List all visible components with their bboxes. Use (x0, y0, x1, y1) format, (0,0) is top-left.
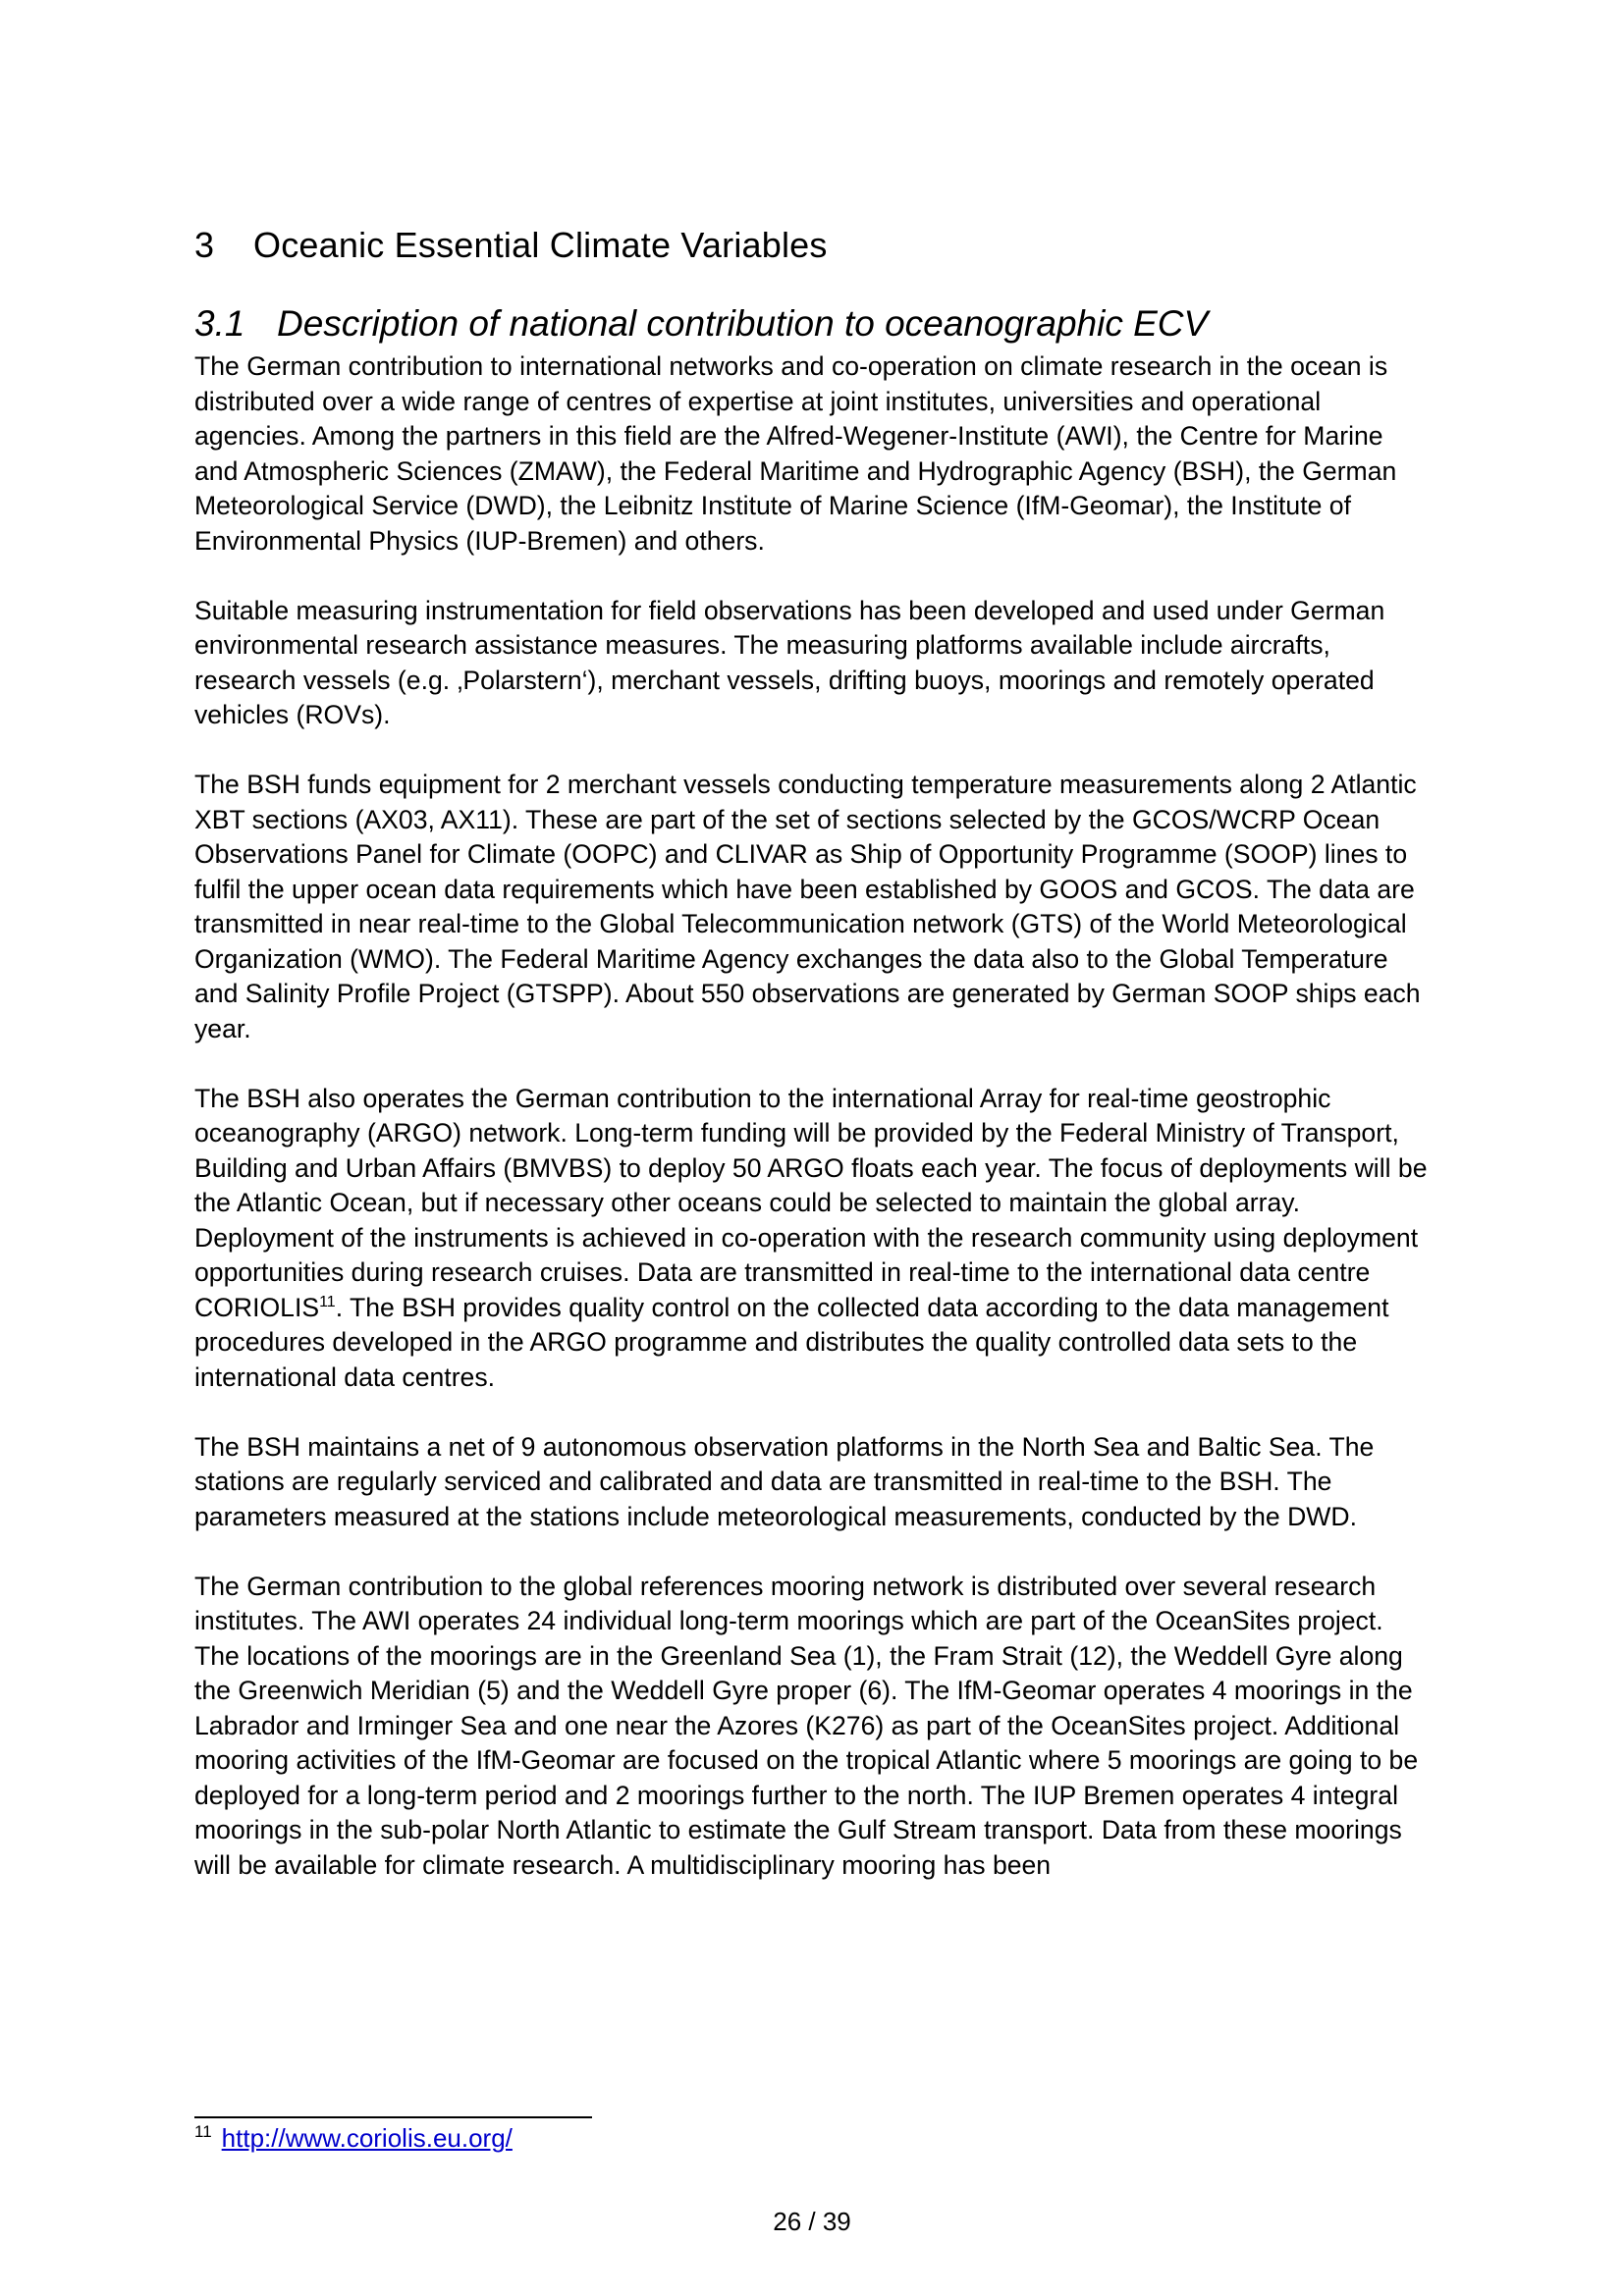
argo-text-part-2: . The BSH provides quality control on the collected data according to the data management procedures developed in the ARGO programme and distributes the quality controlled data sets to the international data centres. (194, 1292, 1389, 1392)
paragraph-soop: The BSH funds equipment for 2 merchant vessels conducting temperature measurements along 2 Atlantic XBT sections (AX03, AX11). These are part of the set of sections selected by the GCOS/WCRP Ocean Observations Panel for Climate (OOPC) and CLIVAR as Ship of Opportunity Programme (SOOP) lines to fulfil the upper ocean data requirements which have been established by GOOS and GCOS. The data are transmitted in near real-time to the Global Telecommunication network (GTS) of the World Meteorological Organization (WMO). The Federal Maritime Agency exchanges the data also to the Global Temperature and Salinity Profile Project (GTSPP). About 550 observations are generated by German SOOP ships each year. (194, 770, 1421, 1043)
section-heading (194, 302, 1434, 346)
paragraph-argo (194, 1082, 1434, 1396)
paragraph-partners: The German contribution to international networks and co-operation on climate research in the ocean is distributed over a wide range of centres of expertise at joint institutes, universities and operational agencies. Among the partners in this field are the Alfred-Wegener-Institute (AWI), the Centre for Marine and Atmospheric Sciences (ZMAW), the Federal Maritime and Hydrographic Agency (BSH), the German Meteorological Service (DWD), the Leibnitz Institute of Marine Science (IfM-Geomar), the Institute of Environmental Physics (IUP-Bremen) and others. (194, 351, 1397, 556)
footnote (194, 2120, 513, 2156)
paragraph-moorings: The German contribution to the global references mooring network is distributed over several research institutes. The AWI operates 24 individual long-term moorings which are part of the OceanSites project. The locations of the moorings are in the Greenland Sea (1), the Fram Strait (12), the Weddell Gyre along the Greenwich Meridian (5) and the Weddell Gyre proper (6). The IfM-Geomar operates 4 moorings in the Labrador and Irminger Sea and one near the Azores (K276) as part of the OceanSites project. Additional mooring activities of the IfM-Geomar are focused on the tropical Atlantic where 5 moorings are going to be deployed for a long-term period and 2 moorings further to the north. The IUP Bremen operates 4 integral moorings in the sub-polar North Atlantic to estimate the Gulf Stream transport. Data from these moorings will be available for climate research. A multidisciplinary mooring has been (194, 1571, 1419, 1880)
footnote-reference[interactable]: 11 (319, 1293, 336, 1310)
paragraph-observation-platforms: The BSH maintains a net of 9 autonomous observation platforms in the North Sea and Baltic Sea. The stations are regularly serviced and calibrated and data are transmitted in real-time to the BSH. The parameters measured at the stations include meteorological measurements, conducted by the DWD. (194, 1431, 1375, 1531)
section-title: Description of national contribution to oceanographic ECV (277, 303, 1209, 344)
footnote-separator (194, 2116, 592, 2118)
chapter-heading (194, 224, 1434, 267)
chapter-title: Oceanic Essential Climate Variables (253, 225, 828, 265)
argo-text-part-1: The BSH also operates the German contribution to the international Array for real-time geostrophic oceanography (ARGO) network. Long-term funding will be provided by the Federal Ministry of Transport, Building and Urban Affairs (BMVBS) to deploy 50 ARGO floats each year. The focus of deployments will be the Atlantic Ocean, but if necessary other oceans could be selected to maintain the global array. Deployment of the instruments is achieved in co-operation with the research community using deployment opportunities during research cruises. Data are transmitted in real-time to the international data centre CORIOLIS (194, 1083, 1428, 1322)
paragraph-instrumentation: Suitable measuring instrumentation for field observations has been developed and used under German environmental research assistance measures. The measuring platforms available include aircrafts, research vessels (e.g. ‚Polarstern‘), merchant vessels, drifting buoys, moorings and remotely operated vehicles (ROVs). (194, 595, 1385, 729)
page-number: 26 / 39 (773, 2207, 851, 2236)
section-number: 3.1 (194, 303, 245, 344)
footnote-number: 11 (194, 2122, 212, 2142)
footnote-link[interactable]: http://www.coriolis.eu.org/ (221, 2123, 513, 2153)
page-content (194, 224, 1434, 1883)
chapter-number: 3 (194, 225, 215, 265)
